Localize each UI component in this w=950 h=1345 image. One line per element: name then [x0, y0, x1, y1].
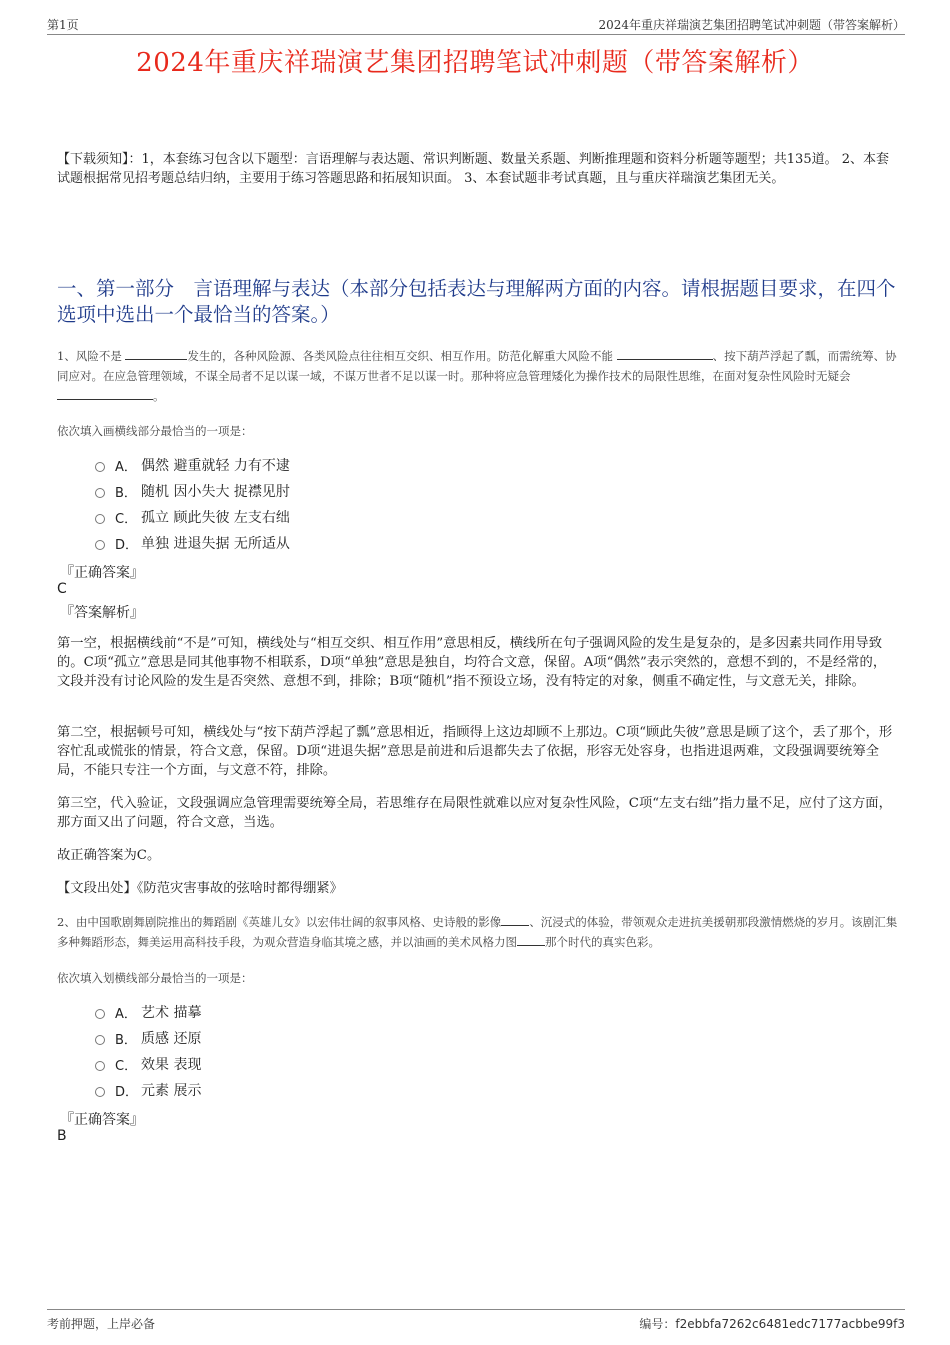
- radio-icon[interactable]: [95, 1035, 105, 1045]
- download-notice: 【下载须知】：1，本套练习包含以下题型：言语理解与表达题、常识判断题、数量关系题、判断推理题和资料分析题等题型；共135道。 2、本套试题根据常见招考题总结归纳，主要用于练习答题思路和拓展知识面。 3、本套试题非考试真题，且与重庆祥瑞演艺集团无关。: [57, 152, 889, 186]
- option-letter: D．: [115, 1084, 139, 1100]
- question-1-text: [57, 346, 898, 406]
- radio-icon[interactable]: [95, 1087, 105, 1097]
- question-2-options: [95, 999, 201, 1103]
- option-letter: D．: [115, 537, 139, 553]
- q1-option-c[interactable]: [95, 504, 290, 530]
- option-letter: A．: [115, 459, 137, 475]
- q2-option-d[interactable]: [95, 1077, 201, 1103]
- header-doc-title: 2024年重庆祥瑞演艺集团招聘笔试冲刺题（带答案解析）: [598, 18, 905, 32]
- option-text: 艺术 描摹: [141, 1005, 202, 1021]
- radio-icon[interactable]: [95, 1009, 105, 1019]
- footer-code-value: f2ebbfa7262c6481edc7177acbbe99f3: [675, 1317, 905, 1331]
- q1-blank-3: [57, 387, 153, 400]
- page-number: 第1页: [47, 18, 79, 32]
- option-text: 随机 因小失大 捉襟见肘: [141, 484, 290, 500]
- q1-analysis-paragraph-2: 第二空，根据顿号可知，横线处与“按下葫芦浮起了瓢”意思相近，指顾得上这边却顾不上那边。C项“顾此失彼”意思是顾了这个，丢了那个，形容忙乱或慌张的情景，符合文意，保留。D项“进退失据”意思是前进和后退都失去了依据，形容无处容身，也指进退两难，文段强调要统筹全局，不能只专注一个方面，与文意不符，排除。: [57, 725, 893, 778]
- q2-segment-a: 2、由中国歌剧舞剧院推出的舞蹈剧《英雄儿女》以宏伟壮阔的叙事风格、史诗般的影像: [57, 915, 502, 929]
- radio-icon[interactable]: [95, 488, 105, 498]
- q1-analysis-paragraph-1: 第一空，根据横线前“不是”可知，横线处与“相互交织、相互作用”意思相反，横线所在句子强调风险的发生是复杂的，是多因素共同作用导致的。C项“孤立”意思是同其他事物不相联系，D项“单独”意思是独自，均符合文意，保留。A项“偶然”表示突然的，意想不到的，不是经常的，文段并没有讨论风险的发生是否突然、意想不到，排除；B项“随机”指不预设立场，没有特定的对象，侧重不确定性，与文意无关，排除。: [57, 636, 887, 689]
- option-letter: B．: [115, 485, 137, 501]
- option-letter: A．: [115, 1006, 137, 1022]
- question-1-options: [95, 452, 290, 556]
- q2-option-c[interactable]: [95, 1051, 201, 1077]
- option-text: 孤立 顾此失彼 左支右绌: [141, 510, 290, 526]
- q2-blank-2: [517, 933, 545, 946]
- option-text: 质感 还原: [141, 1031, 202, 1047]
- page-footer: [47, 1309, 905, 1332]
- q1-answer: C: [57, 581, 67, 597]
- q2-option-a[interactable]: [95, 999, 201, 1025]
- radio-icon[interactable]: [95, 514, 105, 524]
- q2-answer: B: [57, 1128, 67, 1144]
- radio-icon[interactable]: [95, 1061, 105, 1071]
- q1-segment-c: 、按下葫芦浮起了瓢，而需统筹、协同应对。在应急管理领域，不谋全局者不足以谋一域，不谋万世者不足以谋一时。那种将应急管理矮化为操作技术的局限性思维，在面对复杂性风险时无疑会: [57, 349, 897, 383]
- option-letter: C．: [115, 511, 138, 527]
- question-1-prompt: 依次填入画横线部分最恰当的一项是：: [57, 424, 253, 438]
- document-title: 2024年重庆祥瑞演艺集团招聘笔试冲刺题（带答案解析）: [136, 48, 814, 78]
- q2-segment-c: 那个时代的真实色彩。: [545, 935, 660, 949]
- q1-blank-1: [125, 347, 187, 360]
- q1-segment-a: 1、风险不是: [57, 349, 126, 363]
- q1-analysis-paragraph-3: 第三空，代入验证，文段强调应急管理需要统筹全局，若思维存在局限性就难以应对复杂性风险，C项“左支右绌”指力量不足，应付了这方面，那方面又出了问题，符合文意，当选。: [57, 796, 892, 830]
- radio-icon[interactable]: [95, 462, 105, 472]
- q1-analysis-label: 『答案解析』: [60, 605, 144, 621]
- page-header: [47, 14, 905, 35]
- option-letter: B．: [115, 1032, 137, 1048]
- q1-option-a[interactable]: [95, 452, 290, 478]
- q2-option-b[interactable]: [95, 1025, 201, 1051]
- q2-segment-b: 、沉浸式的体验，带领观众走进抗美援朝那段激情燃烧的岁月。该剧汇集多种舞蹈形态，舞美运用高科技手段，为观众营造身临其境之感，并以油画的美术风格力图: [57, 915, 898, 949]
- section-title: 一、第一部分 言语理解与表达（本部分包括表达与理解两方面的内容。请根据题目要求，在四个选项中选出一个最恰当的答案。）: [57, 277, 896, 326]
- footer-code-label: 编号：: [639, 1317, 676, 1331]
- option-text: 效果 表现: [141, 1057, 202, 1073]
- q1-answer-label: 『正确答案』: [60, 565, 144, 581]
- option-text: 单独 进退失据 无所适从: [141, 536, 290, 552]
- q1-segment-b: 发生的，各种风险源、各类风险点往往相互交织、相互作用。防范化解重大风险不能: [187, 349, 617, 363]
- q1-option-d[interactable]: [95, 530, 290, 556]
- option-text: 元素 展示: [141, 1083, 202, 1099]
- question-2-prompt: 依次填入划横线部分最恰当的一项是：: [57, 971, 253, 985]
- q1-source: 【文段出处】《防范灾害事故的弦啥时都得绷紧》: [57, 881, 343, 896]
- radio-icon[interactable]: [95, 540, 105, 550]
- q1-blank-2: [617, 347, 713, 360]
- footer-code: [639, 1315, 905, 1332]
- question-2-text: [57, 912, 898, 952]
- q2-answer-label: 『正确答案』: [60, 1112, 144, 1128]
- q1-segment-d: 。: [153, 389, 165, 403]
- q1-analysis-conclusion: 故正确答案为C。: [57, 848, 161, 863]
- footer-slogan: 考前押题，上岸必备: [47, 1317, 156, 1331]
- option-text: 偶然 避重就轻 力有不逮: [141, 458, 290, 474]
- q2-blank-1: [501, 913, 529, 926]
- q1-option-b[interactable]: [95, 478, 290, 504]
- option-letter: C．: [115, 1058, 138, 1074]
